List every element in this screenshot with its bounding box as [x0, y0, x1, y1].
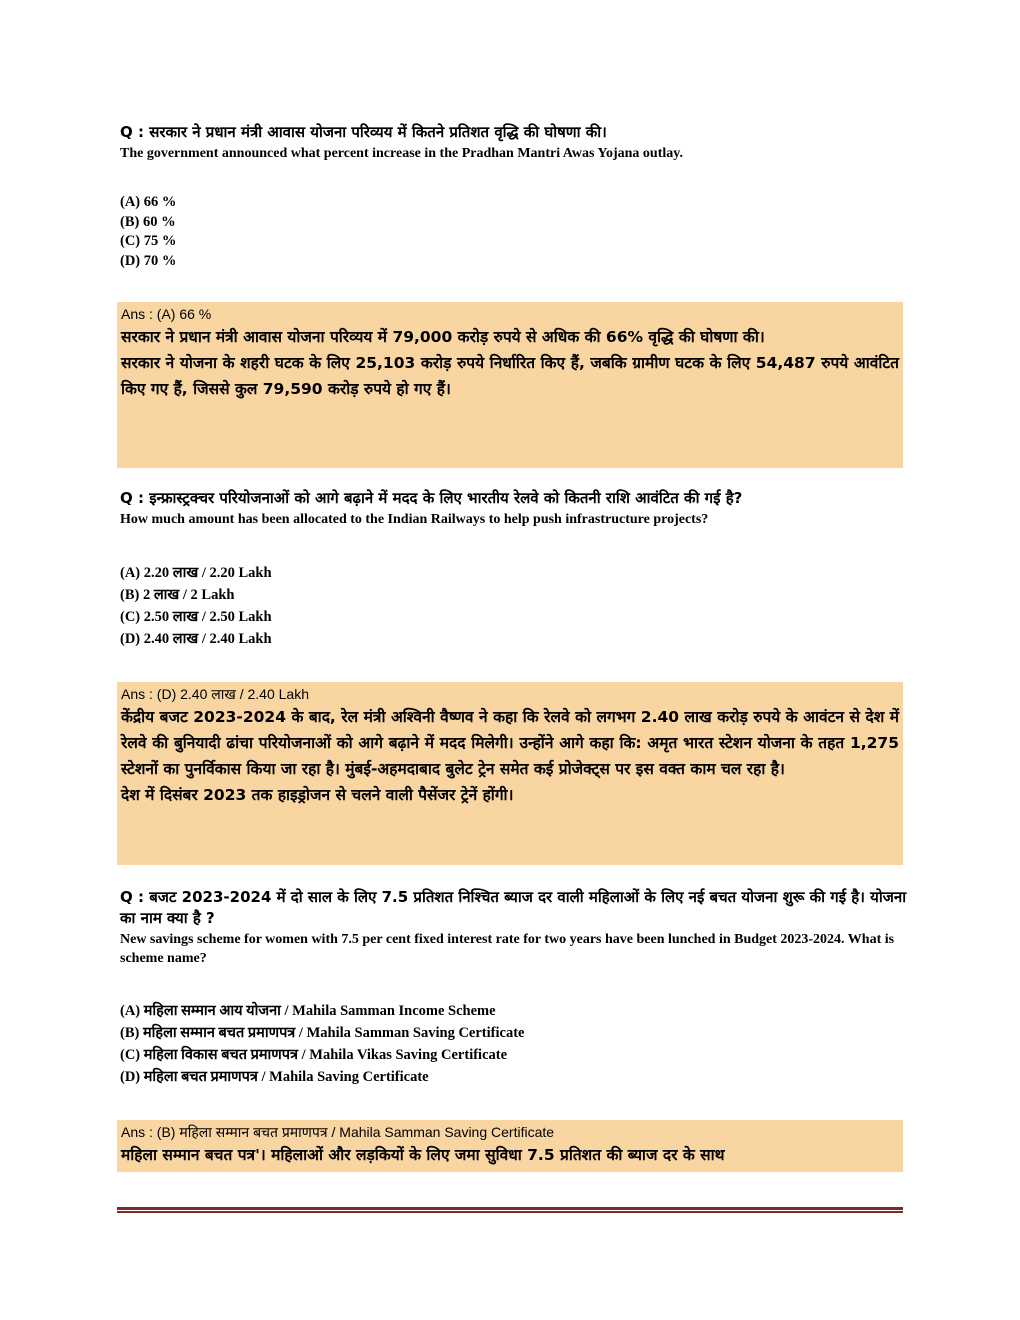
option-b: (B) 60 % [120, 213, 176, 230]
option-a: (A) 66 % [120, 194, 177, 210]
option-d: (D) 2.40 लाख / 2.40 Lakh [120, 631, 272, 647]
question-2-hindi: Q : इन्फ्रास्ट्रक्चर परियोजनाओं को आगे बढ़ाने में मदद के लिए भारतीय रेलवे को कितनी राशि आवंटित की गई है? [120, 489, 743, 507]
answer-explanation [121, 324, 899, 402]
answer-box-2 [117, 682, 903, 865]
answer-explanation [121, 704, 899, 808]
answer-line: केंद्रीय बजट 2023-2024 के बाद, रेल मंत्री अश्विनी वैष्णव ने कहा कि रेलवे को लगभग 2.40 लाख करोड़ रुपये के आवंटन से देश में रेलवे की बुनियादी ढांचा परियोजनाओं को आगे बढ़ाने में मदद मिलेगी। उन्होंने आगे कहा कि: अमृत भारत स्टेशन योजना के तहत 1,275 स्टेशनों का पुनर्विकास किया जा रहा है। मुंबई-अहमदाबाद बुलेट ट्रेन समेत कई प्रोजेक्ट्स पर इस वक्त काम चल रहा है। [121, 708, 899, 778]
answer-label: Ans : (B) महिला सम्मान बचत प्रमाणपत्र / Mahila Samman Saving Certificate [121, 1124, 555, 1140]
answer-box-1 [117, 302, 903, 468]
answer-line: सरकार ने योजना के शहरी घटक के लिए 25,103 करोड़ रुपये निर्धारित किए हैं, जबकि ग्रामीण घटक के लिए 54,487 रुपये आवंटित किए गए हैं, जिससे कुल 79,590 करोड़ रुपये हो गए हैं। [121, 354, 899, 398]
answer-line: सरकार ने प्रधान मंत्री आवास योजना परिव्यय में 79,000 करोड़ रुपये से अधिक की 66% वृद्धि की घोषणा की। [121, 328, 765, 346]
option-d: (D) 70 % [120, 252, 177, 269]
question-3-hindi: Q : बजट 2023-2024 में दो साल के लिए 7.5 प्रतिशत निश्चित ब्याज दर वाली महिलाओं के लिए नई बचत योजना शुरू की गई है। योजना का नाम क्या है ? [120, 888, 907, 927]
answer-explanation [121, 1142, 899, 1168]
answer-line: महिला सम्मान बचत पत्र'। महिलाओं और लड़कियों के लिए जमा सुविधा 7.5 प्रतिशत की ब्याज दर के साथ [121, 1146, 725, 1164]
option-d: (D) महिला बचत प्रमाणपत्र / Mahila Saving Certificate [120, 1069, 429, 1085]
option-a: (A) महिला सम्मान आय योजना / Mahila Samman Income Scheme [120, 1003, 496, 1019]
option-c: (C) 2.50 लाख / 2.50 Lakh [120, 609, 272, 625]
question-1-english: The government announced what percent increase in the Pradhan Mantri Awas Yojana outlay. [120, 146, 683, 161]
option-a: (A) 2.20 लाख / 2.20 Lakh [120, 565, 272, 581]
question-1-hindi: Q : सरकार ने प्रधान मंत्री आवास योजना परिव्यय में कितने प्रतिशत वृद्धि की घोषणा की। [120, 123, 607, 141]
question-3-options [120, 1000, 820, 1088]
option-c: (C) 75 % [120, 233, 177, 249]
question-2-options [120, 562, 820, 650]
answer-line: देश में दिसंबर 2023 तक हाइड्रोजन से चलने वाली पैसेंजर ट्रेनें होंगी। [121, 786, 514, 804]
option-b: (B) 2 लाख / 2 Lakh [120, 587, 235, 603]
option-c: (C) महिला विकास बचत प्रमाणपत्र / Mahila Vikas Saving Certificate [120, 1047, 508, 1063]
question-2-english: How much amount has been allocated to the Indian Railways to help push infrastructure projects? [120, 512, 709, 527]
answer-box-3 [117, 1120, 903, 1172]
option-b: (B) महिला सम्मान बचत प्रमाणपत्र / Mahila Samman Saving Certificate [120, 1025, 525, 1041]
footer-rule [117, 1207, 903, 1213]
question-3-english: New savings scheme for women with 7.5 per cent fixed interest rate for two years have been lunched in Budget 2023-2024. What is scheme name? [120, 932, 895, 966]
answer-label: Ans : (D) 2.40 लाख / 2.40 Lakh [121, 686, 309, 702]
question-1-options [120, 193, 820, 271]
answer-label: Ans : (A) 66 % [121, 306, 212, 322]
